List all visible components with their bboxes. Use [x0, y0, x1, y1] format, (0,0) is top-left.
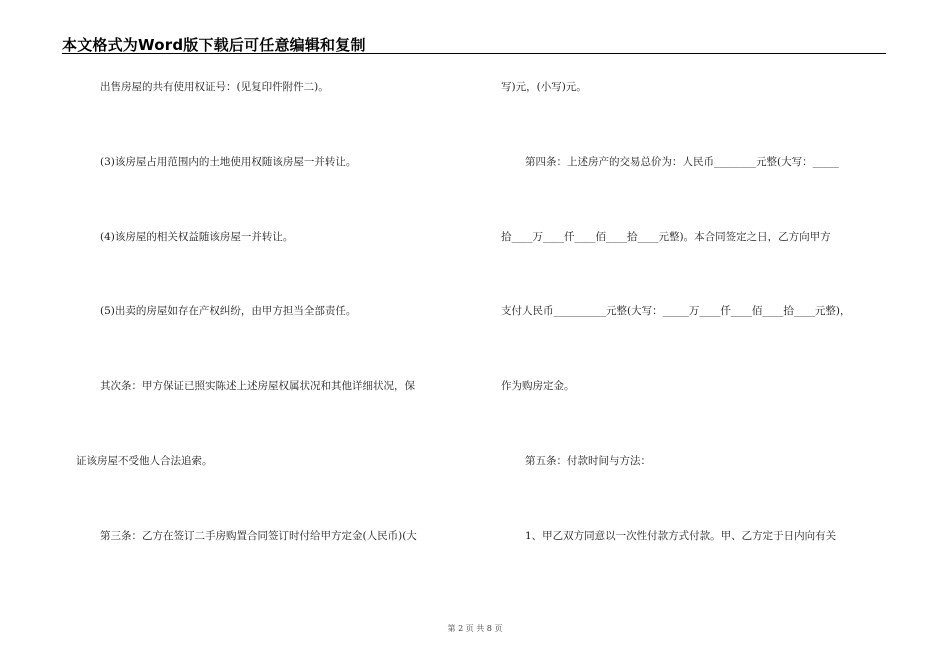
- left-para-5: 其次条：甲方保证已照实陈述上述房屋权属状况和其他详细状况，保: [100, 380, 415, 392]
- left-para-2: (3)该房屋占用范围内的土地使用权随该房屋一并转让。: [100, 156, 357, 168]
- right-para-7: 1、甲乙双方同意以一次性付款方式付款。甲、乙方定于日内向有关: [525, 530, 837, 542]
- right-para-1: 写)元，(小写)元。: [501, 81, 587, 93]
- right-para-2: 第四条：上述房产的交易总价为：人民币________元整(大写：_____: [525, 156, 839, 168]
- right-para-6: 第五条：付款时间与方法：: [525, 455, 651, 467]
- right-para-5: 作为购房定金。: [501, 380, 575, 392]
- right-para-3: 拾____万____仟____佰____拾____元整)。本合同签定之日，乙方向甲方: [501, 231, 831, 243]
- left-para-4: (5)出卖的房屋如存在产权纠纷，由甲方担当全部责任。: [100, 305, 357, 317]
- left-para-1: 出售房屋的共有使用权证号：(见复印件附件二)。: [100, 81, 329, 93]
- left-para-7: 第三条：乙方在签订二手房购置合同签订时付给甲方定金(人民币)(大: [100, 530, 417, 542]
- right-para-4: 支付人民币__________元整(大写：_____万____仟____佰____拾____元整)，: [501, 305, 851, 317]
- left-para-3: (4)该房屋的相关权益随该房屋一并转让。: [100, 231, 294, 243]
- document-header-title: 本文格式为Word版下载后可任意编辑和复制: [62, 36, 366, 54]
- page-number: 第 2 页 共 8 页: [447, 624, 503, 633]
- header-divider: [62, 53, 886, 54]
- left-para-6: 证该房屋不受他人合法追索。: [76, 455, 213, 467]
